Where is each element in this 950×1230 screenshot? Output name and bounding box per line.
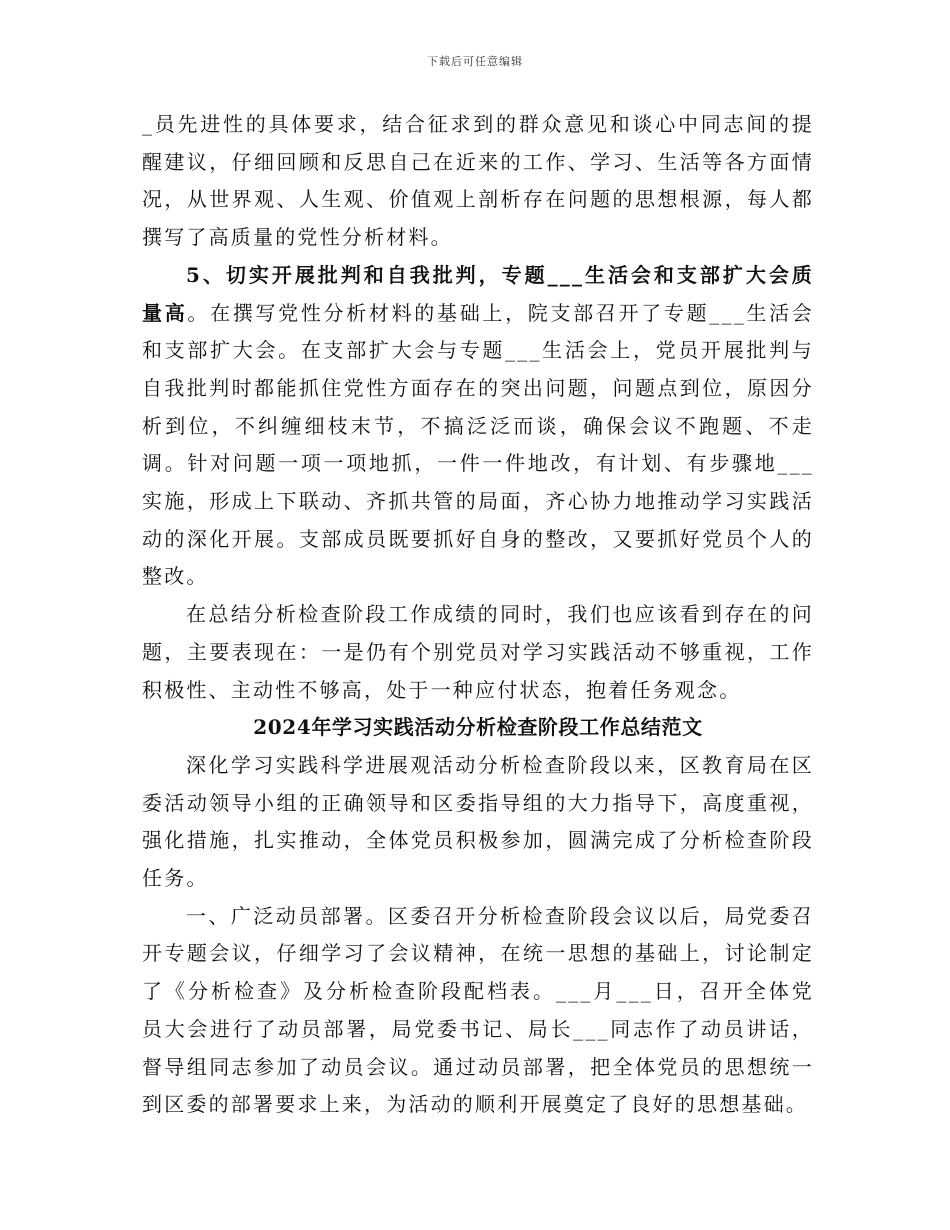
paragraph-3: 在总结分析检查阶段工作成绩的同时，我们也应该看到存在的问题，主要表现在：一是仍有个别党员对学习实践活动不够重视，工作积极性、主动性不够高，处于一种应付状态，抱着任务观念。 — [142, 602, 814, 702]
paragraph-2-text: 。在撰写党性分析材料的基础上，院支部召开了专题___生活会和支部扩大会。在支部扩大会与专题___生活会上，党员开展批判与自我批判时都能抓住党性方面存在的突出问题，问题点到位，原因分析到位，不纠缠细枝末节，不搞泛泛而谈，确保会议不跑题、不走调。针对问题一项一项地抓，一件一件地改，有计划、有步骤地___实施，形成上下联动、齐抓共管的局面，齐心协力地推动学习实践活动的深化开展。支部成员既要抓好自身的整改，又要抓好党员个人的整改。 — [142, 300, 814, 589]
paragraph-2 — [142, 257, 814, 596]
paragraph-1: _员先进性的具体要求，结合征求到的群众意见和谈心中同志间的提醒建议，仔细回顾和反思自己在近来的工作、学习、生活等各方面情况，从世界观、人生观、价值观上剖析存在问题的思想根源，每人都撰写了高质量的党性分析材料。 — [142, 112, 814, 250]
paragraph-4: 深化学习实践科学进展观活动分析检查阶段以来，区教育局在区委活动领导小组的正确领导和区委指导组的大力指导下，高度重视，强化措施，扎实推动，全体党员积极参加，圆满完成了分析检查阶段任务。 — [142, 752, 814, 891]
document-title: 2024年学习实践活动分析检查阶段工作总结范文 — [253, 715, 703, 740]
document-body — [142, 106, 814, 1124]
paragraph-5: 一、广泛动员部署。区委召开分析检查阶段会议以后，局党委召开专题会议，仔细学习了会议精神，在统一思想的基础上，讨论制定了《分析检查》及分析检查阶段配档表。___月___日，召开全体党员大会进行了动员部署，局党委书记、局长___同志作了动员讲话，督导组同志参加了动员会议。通过动员部署，把全体党员的思想统一到区委的部署要求上来，为活动的顺利开展奠定了良好的思想基础。 — [142, 903, 814, 1117]
page-header-note: 下载后可任意编辑 — [427, 55, 523, 68]
paragraph-2-heading: 5、切实开展批判和自我批判，专题___生活会和支部扩大会质量高 — [142, 262, 814, 325]
